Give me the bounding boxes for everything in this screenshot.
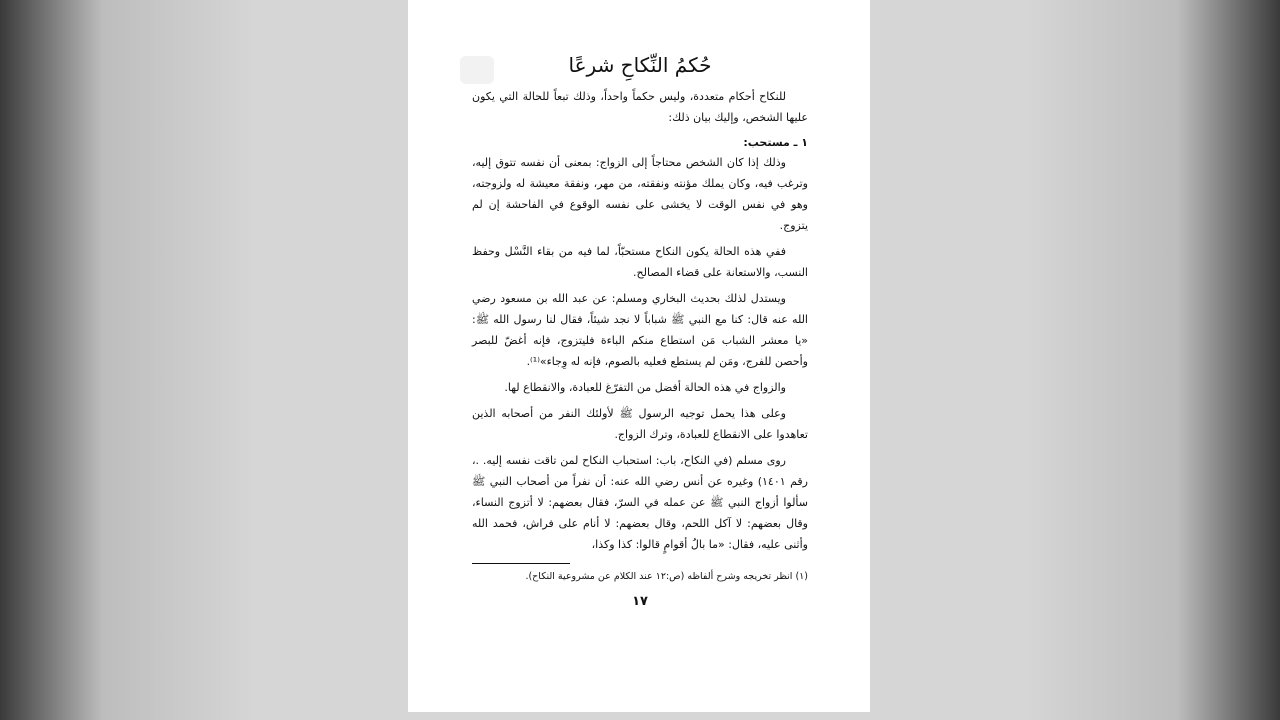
- paragraph: ويستدل لذلك بحديث البخاري ومسلم: عن عبد الله بن مسعود رضي الله عنه قال: كنا مع النبي ﷺ شباباً لا نجد شيئاً، فقال لنا رسول الله ﷺ: «يا معشر الشباب مَن استطاع منكم الباءة فليتزوج، فإنه أغضّ للبصر وأحصن للفرج، ومَن لم يستطع فعليه بالصوم، فإنه له وِجاء»⁽¹⁾.: [472, 292, 808, 368]
- page-title: حُكمُ النِّكاحِ شرعًا: [568, 53, 712, 77]
- paragraph: وعلى هذا يحمل توجيه الرسول ﷺ لأولئك النفر من أصحابه الذين تعاهدوا على الانقطاع للعبادة، وترك الزواج.: [472, 407, 808, 441]
- paragraph: روى مسلم (في النكاح، باب: استحباب النكاح لمن تاقت نفسه إليه. .، رقم ١٤٠١) وغيره عن أنس رضي الله عنه: أن نفراً من أصحاب النبي ﷺ سألوا أزواج النبي ﷺ عن عمله في السرّ، فقال بعضهم: لا أتزوج النساء، وقال بعضهم: لا آكل اللحم، وقال بعضهم: لا أنام على فراش، فحمد الله وأثنى عليه، فقال: «ما بالُ أقوامٍ قالوا: كذا وكذا،: [472, 454, 808, 551]
- section-heading: ١ ـ مستحب:: [743, 136, 808, 149]
- intro-paragraph: للنكاح أحكام متعددة، وليس حكماً واحداً، وذلك تبعاً للحالة التي يكون عليها الشخص، وإليك بيان ذلك:: [472, 90, 808, 124]
- book-page: [408, 0, 870, 712]
- paragraph: ففي هذه الحالة يكون النكاح مستحبّاً، لما فيه من بقاء النَّسْل وحفظ النسب، والاستعانة على قضاء المصالح.: [472, 245, 808, 279]
- watermark-logo: [460, 56, 494, 84]
- page-number: ١٧: [632, 594, 648, 609]
- footnote-divider: [472, 563, 570, 564]
- paragraph: والزواج في هذه الحالة أفضل من التفرّغ للعبادة، والانقطاع لها.: [504, 381, 786, 394]
- paragraph: وذلك إذا كان الشخص محتاجاً إلى الزواج: بمعنى أن نفسه تتوق إليه، وترغب فيه، وكان يملك مؤنته ونفقته، من مهر، ونفقة معيشة له ولزوجته، وهو في نفس الوقت لا يخشى على نفسه الوقوع في الفاحشة إن لم يتزوج.: [472, 156, 808, 232]
- footnote: (١) انظر تخريجه وشرح ألفاظه (ص:١٢ عند الكلام عن مشروعية النكاح).: [525, 571, 808, 582]
